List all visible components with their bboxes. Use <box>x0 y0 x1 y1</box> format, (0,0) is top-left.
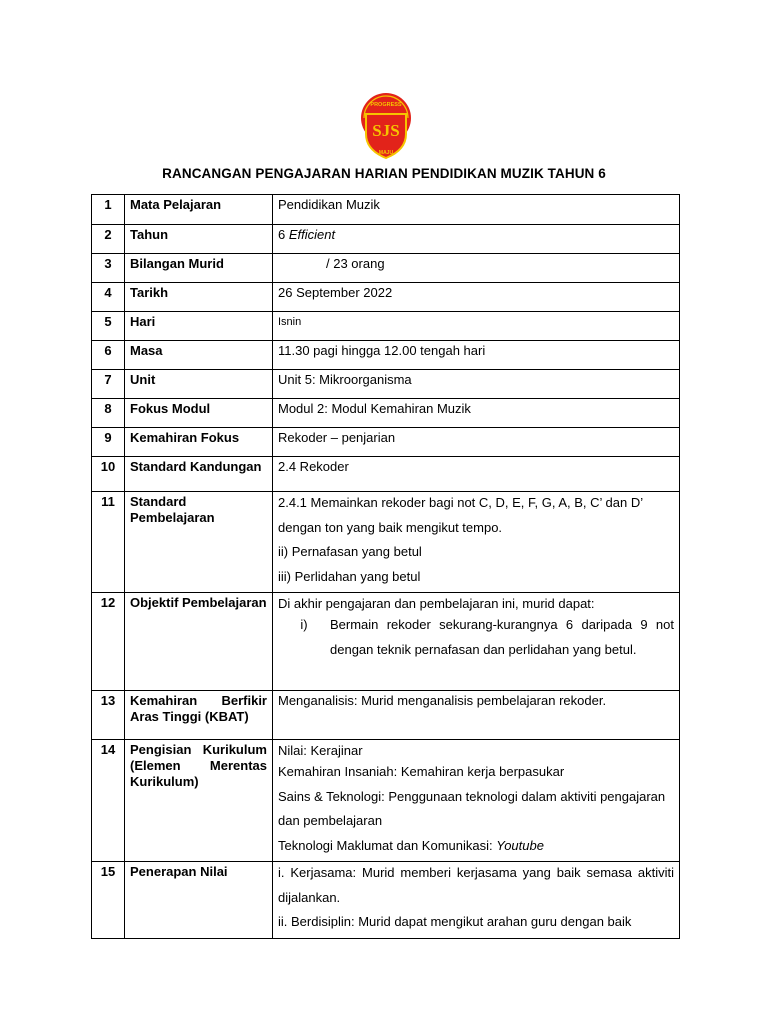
row-number: 5 <box>92 312 125 341</box>
objective-intro: Di akhir pengajaran dan pembelajaran ini, murid dapat: <box>278 596 595 611</box>
ict-tool: Youtube <box>496 837 544 853</box>
row-number: 8 <box>92 399 125 428</box>
table-row <box>92 254 680 283</box>
table-row <box>92 428 680 457</box>
row-label: Standard Pembelajaran <box>125 492 273 593</box>
table-row <box>92 593 680 691</box>
row-label: Tarikh <box>125 283 273 312</box>
logo-bottom-text: MAJU <box>378 150 394 156</box>
lesson-plan-table <box>91 194 680 939</box>
row-label: Kemahiran Fokus <box>125 428 273 457</box>
row-value: Modul 2: Modul Kemahiran Muzik <box>273 399 680 428</box>
class-name: Efficient <box>288 227 336 242</box>
row-value: Menganalisis: Murid menganalisis pembelajaran rekoder. <box>273 691 680 740</box>
row-number: 2 <box>92 225 125 254</box>
row-label: Fokus Modul <box>125 399 273 428</box>
value-line: i. Kerjasama: Murid memberi kerjasama yang baik semasa aktiviti dijalankan. <box>278 865 674 905</box>
row-value: Isnin <box>273 312 680 341</box>
row-number: 9 <box>92 428 125 457</box>
logo-top-text: PROGRESS <box>370 102 402 108</box>
table-row <box>92 457 680 492</box>
row-value: Pendidikan Muzik <box>273 195 680 225</box>
row-label: Objektif Pembelajaran <box>125 593 273 691</box>
row-label: Unit <box>125 370 273 399</box>
curriculum-line: Sains & Teknologi: Penggunaan teknologi dalam aktiviti pengajaran dan pembelajaran <box>278 788 666 828</box>
row-number: 3 <box>92 254 125 283</box>
table-row <box>92 195 680 225</box>
row-label: Masa <box>125 341 273 370</box>
table-row <box>92 312 680 341</box>
school-logo <box>354 92 418 160</box>
row-label: Standard Kandungan <box>125 457 273 492</box>
row-value: Unit 5: Mikroorganisma <box>273 370 680 399</box>
standard-line: ii) Pernafasan yang betul <box>278 544 422 559</box>
row-value <box>273 862 680 939</box>
row-number: 14 <box>92 740 125 862</box>
row-value <box>273 740 680 862</box>
standard-line: iii) Perlidahan yang betul <box>278 568 421 584</box>
row-value <box>273 225 680 254</box>
row-label: Kemahiran Berfikir Aras Tinggi (KBAT) <box>125 691 273 740</box>
row-value: 26 September 2022 <box>273 283 680 312</box>
curriculum-line <box>278 834 674 859</box>
row-label: Tahun <box>125 225 273 254</box>
table-row <box>92 370 680 399</box>
row-value: 11.30 pagi hingga 12.00 tengah hari <box>273 341 680 370</box>
row-value <box>273 254 680 283</box>
student-count: / 23 orang <box>326 256 385 271</box>
row-label: Hari <box>125 312 273 341</box>
curriculum-line: Kemahiran Insaniah: Kemahiran kerja berpasukar <box>278 764 565 779</box>
table-row <box>92 283 680 312</box>
row-value <box>273 492 680 593</box>
row-number: 10 <box>92 457 125 492</box>
value-line: ii. Berdisiplin: Murid dapat mengikut arahan guru dengan baik <box>278 914 632 929</box>
ict-label: Teknologi Maklumat dan Komunikasi: <box>278 837 497 853</box>
row-number: 7 <box>92 370 125 399</box>
table-row <box>92 740 680 862</box>
page-title: RANCANGAN PENGAJARAN HARIAN PENDIDIKAN MUZIK TAHUN 6 <box>162 166 606 181</box>
row-label: Penerapan Nilai <box>125 862 273 939</box>
list-item-number: i) <box>300 617 308 632</box>
row-number: 1 <box>92 195 125 225</box>
row-number: 6 <box>92 341 125 370</box>
row-number: 15 <box>92 862 125 939</box>
row-value: Rekoder – penjarian <box>273 428 680 457</box>
list-item <box>278 613 674 662</box>
table-row <box>92 492 680 593</box>
row-label: Bilangan Murid <box>125 254 273 283</box>
row-number: 12 <box>92 593 125 691</box>
row-value: 2.4 Rekoder <box>273 457 680 492</box>
row-number: 13 <box>92 691 125 740</box>
year-number: 6 <box>278 227 289 242</box>
table-row <box>92 341 680 370</box>
table-row <box>92 399 680 428</box>
logo-monogram: SJS <box>372 121 400 140</box>
table-row <box>92 225 680 254</box>
row-number: 4 <box>92 283 125 312</box>
table-row <box>92 691 680 740</box>
row-value <box>273 593 680 691</box>
row-number: 11 <box>92 492 125 593</box>
standard-line: 2.4.1 Memainkan rekoder bagi not C, D, E, F, G, A, B, C’ dan D’ dengan ton yang baik mengikut tempo. <box>278 495 643 535</box>
curriculum-line: Nilai: Kerajinar <box>278 743 363 758</box>
table-row <box>92 862 680 939</box>
row-label: Pengisian Kurikulum (Elemen Merentas Kurikulum) <box>125 740 273 862</box>
list-item-text: Bermain rekoder sekurang-kurangnya 6 daripada 9 not dengan teknik pernafasan dan perlidahan yang betul. <box>330 617 674 657</box>
row-label: Mata Pelajaran <box>125 195 273 225</box>
